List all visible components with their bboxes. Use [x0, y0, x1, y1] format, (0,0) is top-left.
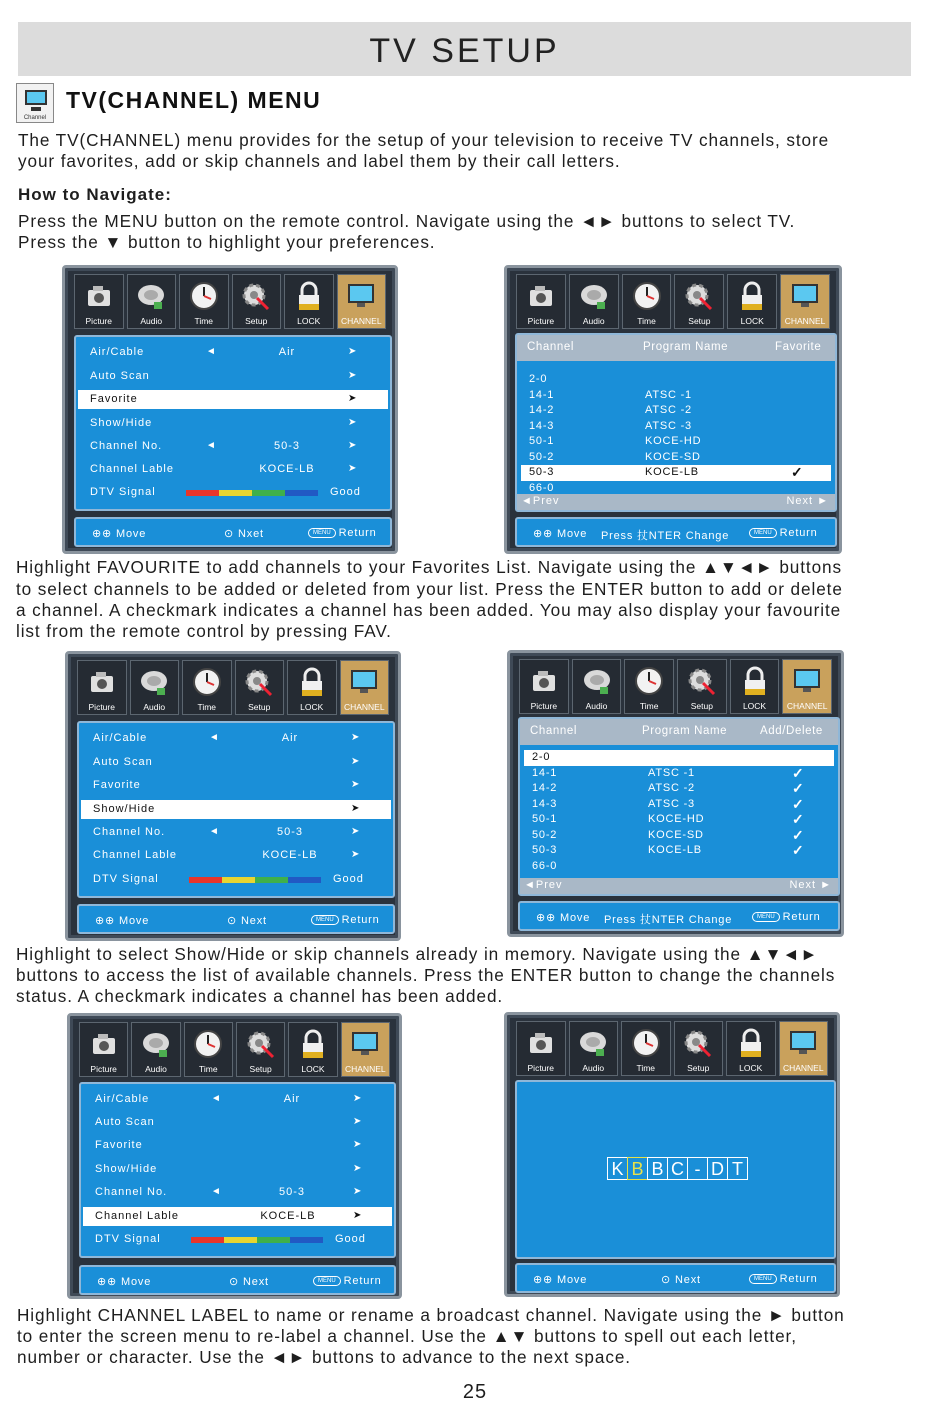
updown-icon: ⊕⊕: [92, 528, 113, 540]
tv-icon: [348, 1028, 382, 1062]
menu-row-channel-label[interactable]: Channel Lable KOCE-LB ➤: [93, 849, 361, 861]
label-char-cell[interactable]: B: [647, 1157, 668, 1180]
tab-channel[interactable]: CHANNEL: [340, 660, 390, 715]
tab-audio[interactable]: Audio: [572, 659, 622, 714]
menu-row-show-hide[interactable]: Show/Hide ➤: [95, 1163, 363, 1175]
menu-row-show-hide[interactable]: Show/Hide ➤: [81, 800, 391, 819]
label-editor-footer: [515, 1263, 836, 1293]
camera-icon: [524, 280, 558, 314]
clock-icon: [632, 665, 666, 699]
footer-next: ⊙ Next: [229, 1276, 269, 1288]
menu-row-dtv-signal: DTV Signal Good: [90, 486, 361, 498]
lock-icon: [738, 665, 772, 699]
footer-next: ⊙ Next: [661, 1274, 701, 1286]
footer-enter-change: Press 扙NTER Change: [604, 914, 733, 926]
camera-icon: [82, 280, 116, 314]
list-header: [517, 335, 835, 361]
tab-setup[interactable]: Setup: [674, 274, 724, 329]
tv-icon: [25, 90, 47, 105]
tab-lock[interactable]: LOCK: [727, 274, 777, 329]
label-paragraph-line-2: to enter the screen menu to re-label a channel. Use the ▲▼ buttons to spell out each letter,: [17, 1326, 797, 1346]
enter-icon: ⊙: [224, 528, 235, 540]
menu-tab-bar: [74, 274, 386, 329]
footer-move: ⊕⊕ Move: [95, 915, 150, 927]
osd-menu-channel-label: [67, 1013, 402, 1299]
intro-line-1: The TV(CHANNEL) menu provides for the setup of your television to receive TV channels, store: [18, 130, 830, 150]
menu-row-air-cable[interactable]: Air/Cable ◄ Air ➤: [93, 732, 361, 744]
favorite-list-panel: [515, 333, 837, 512]
navigate-line-1: Press the MENU button on the remote control. Navigate using the ◄► buttons to select TV.: [18, 211, 796, 231]
show-hide-paragraph-line-2: buttons to access the list of available channels. Press the ENTER button to change the channels: [16, 965, 836, 985]
footer-next: ⊙ Nxet: [224, 528, 264, 540]
add-delete-list-panel: [518, 717, 840, 896]
menu-button-icon: MENU: [308, 528, 336, 538]
enter-icon: ⊙: [661, 1274, 672, 1286]
menu-button-icon: MENU: [752, 912, 780, 922]
tab-lock[interactable]: LOCK: [288, 1022, 337, 1077]
show-hide-paragraph-line-3: status. A checkmark indicates a channel has been added.: [16, 986, 504, 1006]
tab-picture[interactable]: Picture: [74, 274, 124, 329]
tab-audio[interactable]: Audio: [569, 274, 619, 329]
tab-picture[interactable]: Picture: [519, 659, 569, 714]
lock-icon: [295, 666, 329, 700]
label-editor-panel: [515, 1080, 836, 1259]
tab-audio[interactable]: Audio: [131, 1022, 180, 1077]
arrow-right-icon[interactable]: ➤: [351, 732, 361, 743]
tv-icon: [786, 1027, 820, 1061]
footer-next: ⊙ Next: [227, 915, 267, 927]
menu-row-dtv-signal: DTV Signal Good: [95, 1233, 366, 1245]
arrow-right-icon[interactable]: ➤: [348, 393, 358, 404]
section-icon-label: Channel: [23, 115, 47, 121]
updown-icon: ⊕⊕: [533, 1274, 554, 1286]
favorite-paragraph-line-4: list from the remote control by pressing FAV.: [16, 621, 392, 641]
tab-picture[interactable]: Picture: [79, 1022, 128, 1077]
menu-row-favorite[interactable]: Favorite ➤: [93, 779, 361, 791]
checkmark-icon[interactable]: ✓: [792, 811, 805, 827]
channel-row[interactable]: 50-2 KOCE-SD: [529, 451, 701, 463]
tab-picture[interactable]: Picture: [516, 274, 566, 329]
gear-icon: [682, 280, 716, 314]
clock-icon: [630, 280, 664, 314]
signal-strength-bar: [186, 490, 318, 496]
page-number: 25: [462, 1381, 488, 1403]
menu-footer: [79, 1265, 396, 1295]
satellite-dish-icon: [580, 665, 614, 699]
menu-row-auto-scan[interactable]: Auto Scan ➤: [93, 756, 361, 768]
camera-icon: [85, 666, 119, 700]
tab-audio[interactable]: Audio: [127, 274, 177, 329]
tab-time[interactable]: Time: [621, 1021, 671, 1076]
checkmark-icon[interactable]: ✓: [792, 827, 805, 843]
label-char-cell[interactable]: B: [627, 1157, 648, 1180]
title-bar: [18, 22, 911, 76]
updown-icon: ⊕⊕: [97, 1276, 118, 1288]
menu-row-channel-label[interactable]: Channel Lable KOCE-LB ➤: [90, 463, 358, 475]
list-header: [520, 719, 838, 745]
channel-row[interactable]: 66-0: [529, 482, 555, 494]
channel-row[interactable]: 14-2 ATSC -2 ✓: [532, 780, 805, 796]
satellite-dish-icon: [576, 1027, 610, 1061]
next-page[interactable]: Next ►: [789, 879, 832, 891]
tv-icon: [788, 280, 822, 314]
arrow-left-icon[interactable]: ◄: [211, 1093, 222, 1104]
tab-channel[interactable]: CHANNEL: [337, 274, 387, 329]
menu-row-auto-scan[interactable]: Auto Scan ➤: [95, 1116, 363, 1128]
osd-menu-show-hide: [65, 651, 401, 941]
tab-setup[interactable]: Setup: [232, 274, 282, 329]
channel-row[interactable]: 14-2 ATSC -2: [529, 404, 692, 416]
list-footer: [518, 901, 840, 931]
tab-lock[interactable]: LOCK: [287, 660, 337, 715]
footer-return[interactable]: MENU Return: [308, 527, 377, 539]
favorite-paragraph-line-2: to select channels to be added or deleted from your list. Press the ENTER button to add or delete: [16, 579, 843, 599]
label-char-cell[interactable]: T: [727, 1157, 748, 1180]
tab-time[interactable]: Time: [624, 659, 674, 714]
channel-row[interactable]: 14-3 ATSC -3: [529, 420, 692, 432]
channel-row[interactable]: 50-3 KOCE-LB ✓: [532, 842, 805, 858]
menu-row-show-hide[interactable]: Show/Hide ➤: [90, 417, 358, 429]
next-page[interactable]: Next ►: [786, 495, 829, 507]
label-char-cell[interactable]: -: [687, 1157, 708, 1180]
camera-icon: [524, 1027, 558, 1061]
footer-return[interactable]: MENU Return: [313, 1275, 382, 1287]
satellite-dish-icon: [577, 280, 611, 314]
footer-return[interactable]: MENU Return: [752, 911, 821, 923]
channel-menu-panel: [79, 1082, 396, 1258]
footer-return[interactable]: MENU Return: [749, 527, 818, 539]
gear-icon: [681, 1027, 715, 1061]
arrow-right-icon[interactable]: ➤: [348, 370, 358, 381]
favorite-paragraph-line-3: a channel. A checkmark indicates a channel has been added. You may also display your favourite: [16, 600, 842, 620]
osd-show-hide-list: [507, 650, 844, 937]
arrow-right-icon[interactable]: ➤: [348, 417, 358, 428]
arrow-right-icon[interactable]: ➤: [351, 849, 361, 860]
menu-button-icon: MENU: [311, 915, 339, 925]
osd-favorite-list: [504, 265, 842, 554]
footer-move: ⊕⊕ Move: [97, 1276, 152, 1288]
arrow-right-icon[interactable]: ➤: [348, 440, 358, 451]
menu-tab-bar: [519, 659, 832, 714]
label-paragraph-line-1: Highlight CHANNEL LABEL to name or rename a broadcast channel. Navigate using the ► button: [17, 1305, 845, 1325]
section-heading: TV(CHANNEL) MENU: [66, 87, 322, 113]
menu-button-icon: MENU: [749, 1274, 777, 1284]
footer-return[interactable]: MENU Return: [749, 1273, 818, 1285]
arrow-right-icon[interactable]: ➤: [351, 779, 361, 790]
signal-strength-bar: [191, 1237, 323, 1243]
menu-tab-bar: [516, 1021, 828, 1076]
tab-audio[interactable]: Audio: [130, 660, 180, 715]
prev-page[interactable]: ◄Prev: [521, 495, 560, 507]
tab-setup[interactable]: Setup: [674, 1021, 724, 1076]
tab-channel[interactable]: CHANNEL: [780, 274, 830, 329]
tab-time[interactable]: Time: [184, 1022, 233, 1077]
arrow-left-icon[interactable]: ◄: [211, 1186, 222, 1197]
arrow-right-icon[interactable]: ➤: [348, 346, 358, 357]
tab-time[interactable]: Time: [622, 274, 672, 329]
tab-time[interactable]: Time: [182, 660, 232, 715]
gear-icon: [242, 666, 276, 700]
channel-menu-panel: [77, 721, 395, 898]
menu-row-favorite[interactable]: Favorite ➤: [78, 390, 388, 409]
enter-icon: ⊙: [229, 1276, 240, 1288]
updown-icon: ⊕⊕: [533, 528, 554, 540]
tv-icon: [344, 280, 378, 314]
channel-menu-panel: [74, 335, 392, 511]
channel-row[interactable]: 50-1 KOCE-HD ✓: [532, 811, 805, 827]
updown-icon: ⊕⊕: [536, 912, 557, 924]
show-hide-paragraph-line-1: Highlight to select Show/Hide or skip channels already in memory. Navigate using the ▲▼◄►: [16, 944, 819, 964]
navigate-heading: How to Navigate:: [18, 185, 172, 204]
favorite-paragraph-line-1: Highlight FAVOURITE to add channels to your Favorites List. Navigate using the ▲▼◄► buttons: [16, 557, 843, 577]
clock-icon: [190, 666, 224, 700]
footer-move: ⊕⊕ Move: [533, 528, 588, 540]
osd-channel-label-editor: [504, 1012, 840, 1297]
tab-setup[interactable]: Setup: [677, 659, 727, 714]
tab-audio[interactable]: Audio: [569, 1021, 619, 1076]
label-char-cell[interactable]: D: [707, 1157, 728, 1180]
tab-time[interactable]: Time: [179, 274, 229, 329]
signal-strength-bar: [189, 877, 321, 883]
col-channel: Channel: [530, 725, 578, 737]
footer-move: ⊕⊕ Move: [536, 912, 591, 924]
tab-lock[interactable]: LOCK: [726, 1021, 776, 1076]
menu-row-auto-scan[interactable]: Auto Scan ➤: [90, 370, 358, 382]
label-char-cell[interactable]: K: [607, 1157, 628, 1180]
arrow-right-icon[interactable]: ➤: [348, 463, 358, 474]
osd-menu-favorite: [62, 265, 398, 554]
arrow-right-icon[interactable]: ➤: [353, 1210, 363, 1221]
channel-row[interactable]: 66-0: [532, 860, 558, 872]
pager-bar: [517, 494, 835, 510]
tab-setup[interactable]: Setup: [235, 660, 285, 715]
updown-icon: ⊕⊕: [95, 915, 116, 927]
lock-icon: [296, 1028, 330, 1062]
tv-icon: [347, 666, 381, 700]
satellite-dish-icon: [137, 666, 171, 700]
clock-icon: [187, 280, 221, 314]
camera-icon: [87, 1028, 121, 1062]
col-add-delete: Add/Delete: [760, 725, 823, 737]
footer-move: ⊕⊕ Move: [92, 528, 147, 540]
prev-page[interactable]: ◄Prev: [524, 879, 563, 891]
col-program-name: Program Name: [643, 341, 729, 353]
list-footer: [515, 517, 837, 547]
menu-row-channel-no[interactable]: Channel No. ◄ 50-3 ➤: [90, 440, 358, 452]
tab-picture[interactable]: Picture: [516, 1021, 566, 1076]
arrow-right-icon[interactable]: ➤: [353, 1163, 363, 1174]
tab-channel[interactable]: CHANNEL: [779, 1021, 829, 1076]
footer-enter-change: Press 扙NTER Change: [601, 530, 730, 542]
arrow-right-icon[interactable]: ➤: [353, 1139, 363, 1150]
arrow-right-icon[interactable]: ➤: [351, 803, 361, 814]
menu-tab-bar: [79, 1022, 390, 1077]
arrow-right-icon[interactable]: ➤: [353, 1116, 363, 1127]
satellite-dish-icon: [134, 280, 168, 314]
arrow-left-icon[interactable]: ◄: [206, 440, 217, 451]
camera-icon: [527, 665, 561, 699]
lock-icon: [734, 1027, 768, 1061]
arrow-left-icon[interactable]: ◄: [209, 826, 220, 837]
channel-row[interactable]: 14-1 ATSC -1: [529, 389, 692, 401]
channel-row[interactable]: 14-1 ATSC -1 ✓: [532, 765, 805, 781]
channel-row[interactable]: 50-2 KOCE-SD ✓: [532, 827, 805, 843]
lock-icon: [292, 280, 326, 314]
arrow-left-icon[interactable]: ◄: [206, 346, 217, 357]
menu-button-icon: MENU: [313, 1276, 341, 1286]
channel-row[interactable]: 2-0: [529, 373, 548, 385]
channel-section-icon: [16, 83, 54, 123]
channel-row-selected[interactable]: 2-0: [524, 750, 834, 766]
clock-icon: [191, 1028, 225, 1062]
channel-row[interactable]: 50-1 KOCE-HD: [529, 435, 702, 447]
checkmark-icon[interactable]: ✓: [792, 765, 805, 781]
arrow-right-icon[interactable]: ➤: [353, 1186, 363, 1197]
menu-row-channel-no[interactable]: Channel No. ◄ 50-3 ➤: [95, 1186, 363, 1198]
lock-icon: [735, 280, 769, 314]
menu-row-channel-no[interactable]: Channel No. ◄ 50-3 ➤: [93, 826, 361, 838]
clock-icon: [629, 1027, 663, 1061]
checkmark-icon[interactable]: ✓: [791, 464, 804, 480]
menu-button-icon: MENU: [749, 528, 777, 538]
menu-row-favorite[interactable]: Favorite ➤: [95, 1139, 363, 1151]
checkmark-icon[interactable]: ✓: [792, 796, 805, 812]
tab-lock[interactable]: LOCK: [730, 659, 780, 714]
tab-channel[interactable]: CHANNEL: [341, 1022, 390, 1077]
channel-row[interactable]: 14-3 ATSC -3 ✓: [532, 796, 805, 812]
enter-icon: ⊙: [227, 915, 238, 927]
label-paragraph-line-3: number or character. Use the ◄► buttons to advance to the next space.: [17, 1347, 631, 1367]
channel-row-selected[interactable]: 50-3 KOCE-LB ✓: [521, 465, 831, 481]
tab-picture[interactable]: Picture: [77, 660, 127, 715]
menu-row-air-cable[interactable]: Air/Cable ◄ Air ➤: [95, 1093, 363, 1105]
arrow-right-icon[interactable]: ➤: [351, 826, 361, 837]
checkmark-icon[interactable]: ✓: [792, 780, 805, 796]
gear-icon: [239, 280, 273, 314]
menu-footer: [77, 904, 395, 934]
footer-move: ⊕⊕ Move: [533, 1274, 588, 1286]
tab-setup[interactable]: Setup: [236, 1022, 285, 1077]
intro-line-2: your favorites, add or skip channels and label them by their call letters.: [18, 151, 621, 171]
gear-icon: [244, 1028, 278, 1062]
col-favorite: Favorite: [775, 341, 822, 353]
arrow-right-icon[interactable]: ➤: [351, 756, 361, 767]
tab-channel[interactable]: CHANNEL: [782, 659, 832, 714]
col-program-name: Program Name: [642, 725, 728, 737]
arrow-left-icon[interactable]: ◄: [209, 732, 220, 743]
label-char-cell[interactable]: C: [667, 1157, 688, 1180]
navigate-line-2: Press the ▼ button to highlight your preferences.: [18, 232, 436, 252]
menu-footer: [74, 517, 392, 547]
channel-label-input[interactable]: [607, 1157, 747, 1180]
col-channel: Channel: [527, 341, 575, 353]
menu-tab-bar: [516, 274, 830, 329]
page-title: TV SETUP: [369, 32, 560, 70]
footer-return[interactable]: MENU Return: [311, 914, 380, 926]
menu-row-dtv-signal: DTV Signal Good: [93, 873, 364, 885]
tab-lock[interactable]: LOCK: [284, 274, 334, 329]
satellite-dish-icon: [139, 1028, 173, 1062]
gear-icon: [685, 665, 719, 699]
arrow-right-icon[interactable]: ➤: [353, 1093, 363, 1104]
tv-icon: [790, 665, 824, 699]
menu-row-channel-label[interactable]: Channel Lable KOCE-LB ➤: [83, 1207, 392, 1226]
pager-bar: [520, 878, 838, 894]
menu-row-air-cable[interactable]: Air/Cable ◄ Air ➤: [90, 346, 358, 358]
menu-tab-bar: [77, 660, 389, 715]
checkmark-icon[interactable]: ✓: [792, 842, 805, 858]
